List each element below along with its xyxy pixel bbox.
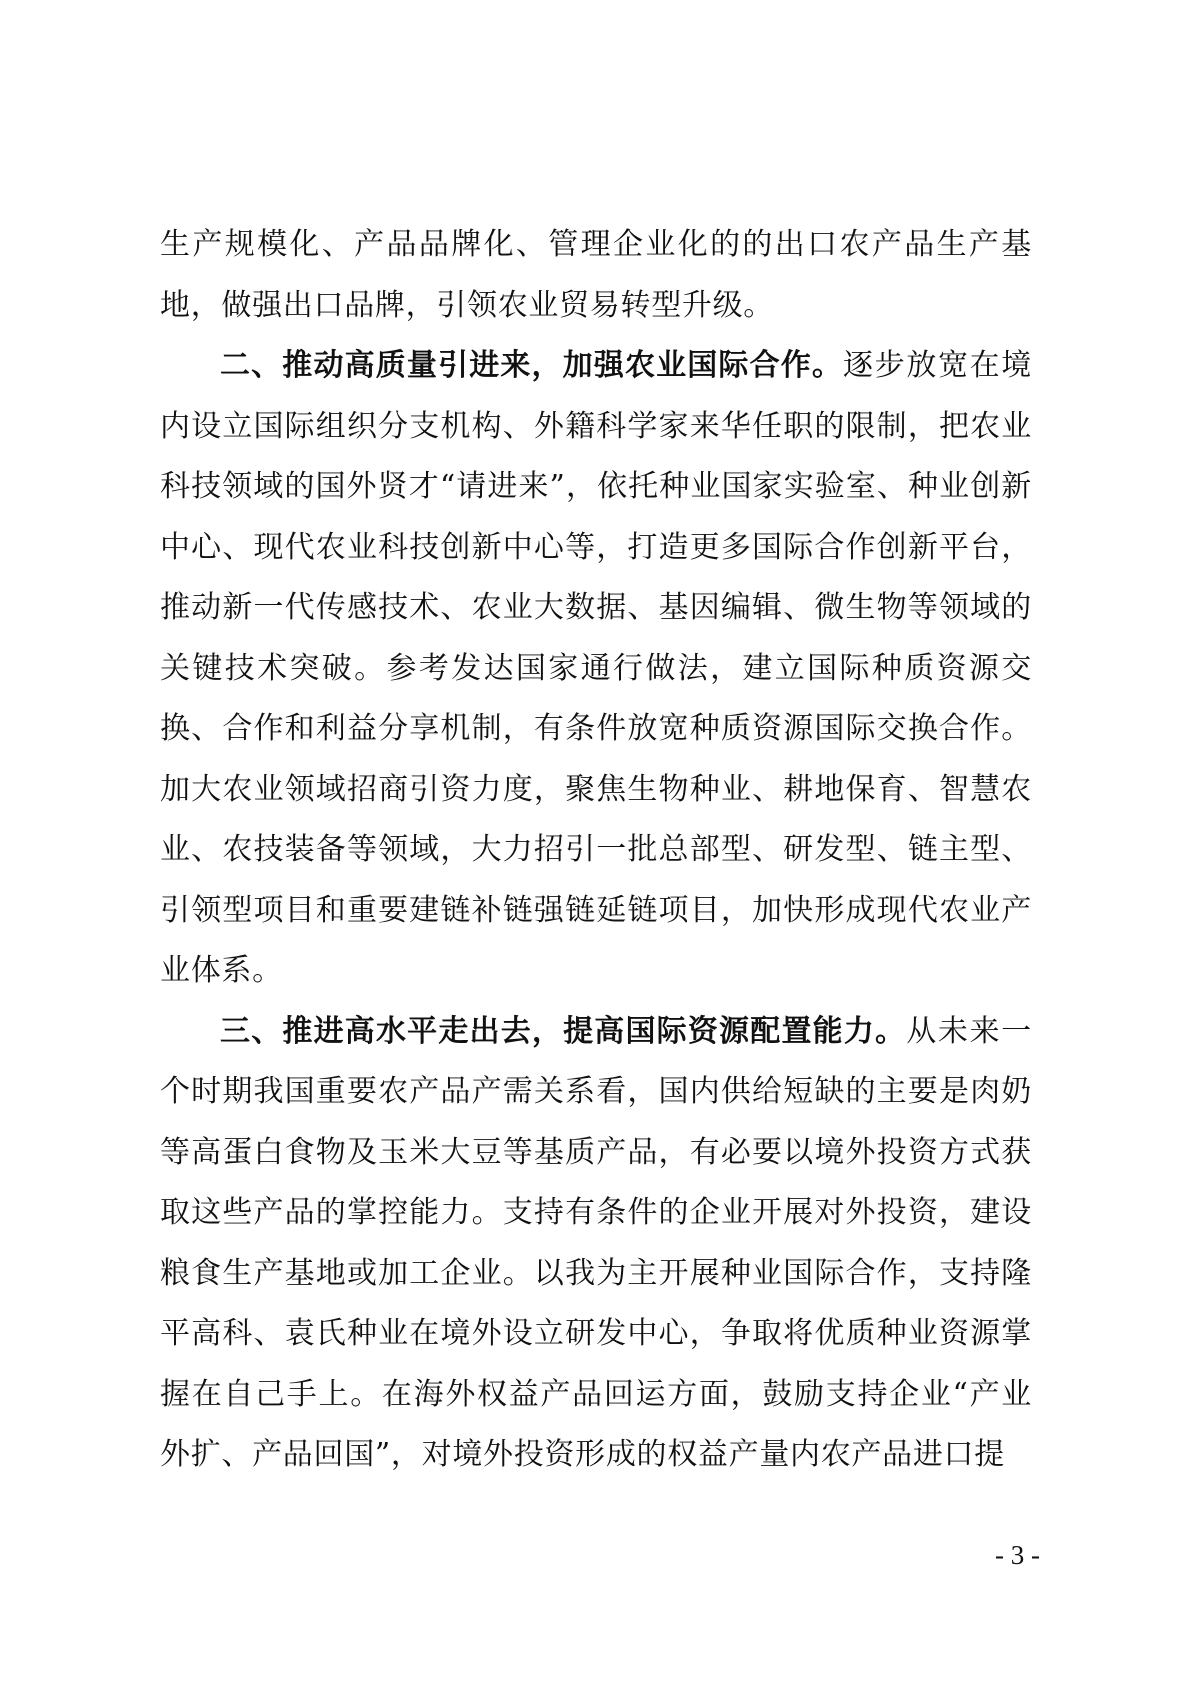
body-text bbox=[160, 215, 1032, 1486]
paragraph-text: 从未来一个时期我国重要农产品产需关系看，国内供给短缺的主要是肉奶等高蛋白食物及玉米大豆等基质产品，有必要以境外投资方式获取这些产品的掌控能力。支持有条件的企业开展对外投资，建设粮食生产基地或加工企业。以我为主开展种业国际合作，支持隆平高科、袁氏种业在境外设立研发中心，争取将优质种业资源掌握在自己手上。在海外权益产品回运方面，鼓励支持企业“产业外扩、产品回国”，对境外投资形成的权益产量内农产品进口提 bbox=[160, 1013, 1032, 1472]
paragraph-continuation bbox=[160, 215, 1032, 336]
paragraph-text: 逐步放宽在境内设立国际组织分支机构、外籍科学家来华任职的限制，把农业科技领域的国外贤才“请进来”，依托种业国家实验室、种业创新中心、现代农业科技创新中心等，打造更多国际合作创新平台，推动新一代传感技术、农业大数据、基因编辑、微生物等领域的关键技术突破。参考发达国家通行做法，建立国际种质资源交换、合作和利益分享机制，有条件放宽种质资源国际交换合作。加大农业领域招商引资力度，聚焦生物种业、耕地保育、智慧农业、农技装备等领域，大力招引一批总部型、研发型、链主型、引领型项目和重要建链补链强链延链项目，加快形成现代农业产业体系。 bbox=[160, 348, 1033, 988]
paragraph-section-two bbox=[160, 336, 1032, 1002]
section-heading-three: 三、推进高水平走出去，提高国际资源配置能力。 bbox=[220, 1013, 907, 1049]
page-number: - 3 - bbox=[995, 1540, 1040, 1570]
section-heading-two: 二、推动高质量引进来，加强农业国际合作。 bbox=[220, 348, 844, 383]
paragraph-section-three bbox=[160, 1002, 1032, 1486]
paragraph-text: 生产规模化、产品品牌化、管理企业化的的出口农产品生产基地，做强出口品牌，引领农业贸易转型升级。 bbox=[160, 227, 1032, 323]
